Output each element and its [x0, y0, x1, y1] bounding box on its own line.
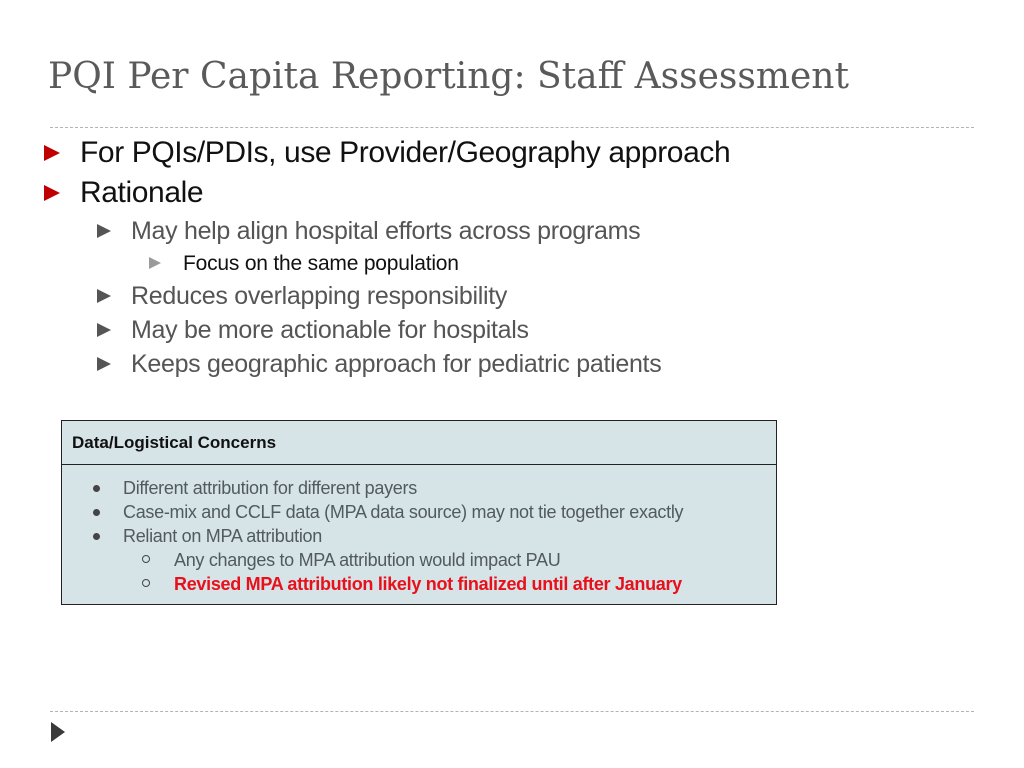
bullet-text: For PQIs/PDIs, use Provider/Geography approach [80, 136, 731, 169]
sub-bullet-item [131, 280, 507, 312]
footer-divider [50, 711, 974, 712]
play-arrow-icon[interactable] [51, 722, 65, 742]
bullet-ring-icon [142, 579, 150, 587]
bullet-text: Focus on the same population [183, 252, 459, 275]
concern-text: Reliant on MPA attribution [123, 526, 322, 546]
concerns-table-header: Data/Logistical Concerns [62, 421, 776, 465]
concern-text: Revised MPA attribution likely not finalized until after January [174, 574, 682, 594]
bullet-item [80, 174, 203, 212]
concerns-table [61, 420, 777, 605]
bullet-text: May be more actionable for hospitals [131, 316, 529, 344]
sub-bullet-item [131, 314, 529, 346]
bullet-dot-icon [93, 485, 100, 492]
bullet-text: May help align hospital efforts across programs [131, 217, 641, 245]
gray-triangle-icon [97, 224, 111, 238]
bullet-text: Keeps geographic approach for pediatric patients [131, 350, 662, 378]
concerns-table-body [62, 465, 776, 604]
sub-sub-bullet-item [183, 250, 459, 278]
gray-triangle-icon [97, 289, 111, 303]
gray-triangle-icon [97, 357, 111, 371]
bullet-item [80, 134, 730, 172]
bullet-ring-icon [142, 555, 150, 563]
concern-text: Different attribution for different payers [123, 478, 417, 498]
bullet-dot-icon [93, 509, 100, 516]
concern-item [123, 524, 322, 548]
bullet-text: Rationale [80, 176, 204, 209]
light-gray-triangle-icon [149, 257, 161, 269]
red-triangle-icon [44, 185, 60, 201]
concern-item [123, 500, 683, 524]
concern-text: Any changes to MPA attribution would impact PAU [174, 550, 561, 570]
sub-bullet-item [131, 348, 661, 380]
concern-sub-item [174, 548, 560, 572]
gray-triangle-icon [97, 323, 111, 337]
slide-title: PQI Per Capita Reporting: Staff Assessment [48, 56, 849, 97]
bullet-dot-icon [93, 533, 100, 540]
sub-bullet-item [131, 215, 640, 247]
bullet-text: Reduces overlapping responsibility [131, 282, 508, 310]
concern-sub-item-highlighted [174, 572, 682, 596]
concern-item [123, 476, 417, 500]
concern-text: Case-mix and CCLF data (MPA data source) may not tie together exactly [123, 502, 684, 522]
red-triangle-icon [44, 145, 60, 161]
